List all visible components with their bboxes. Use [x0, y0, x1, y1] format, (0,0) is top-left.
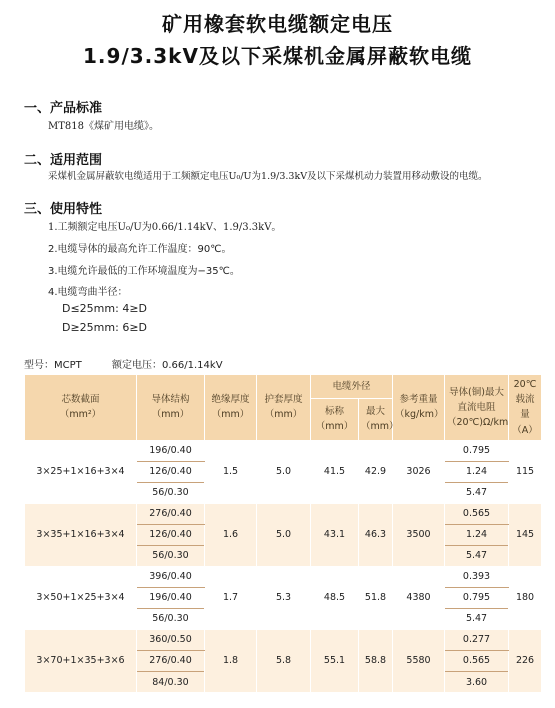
cell-current: 145	[509, 503, 542, 566]
cell-weight: 5580	[393, 629, 445, 692]
cell-insulation: 1.5	[205, 440, 257, 503]
cell-insulation: 1.7	[205, 566, 257, 629]
cell-max: 51.8	[359, 566, 393, 629]
rated-voltage-label: 额定电压：0.66/1.14kV	[112, 360, 223, 371]
cell-nominal: 41.5	[311, 440, 359, 503]
cell-resistance: 5.47	[445, 608, 509, 629]
cell-sheath: 5.3	[257, 566, 311, 629]
cell-structure: 126/0.40	[137, 461, 205, 482]
cell-resistance: 0.565	[445, 503, 509, 524]
cable-spec-table	[24, 374, 542, 693]
feature-item-2: 2.电缆导体的最高允许工作温度：90℃。	[48, 244, 232, 255]
cell-nominal: 55.1	[311, 629, 359, 692]
cell-max: 58.8	[359, 629, 393, 692]
model-label: 型号：MCPT	[24, 360, 82, 371]
cell-sheath: 5.0	[257, 503, 311, 566]
cell-structure: 56/0.30	[137, 608, 205, 629]
feature-item-1: 1.工频额定电压U₀/U为0.66/1.14kV、1.9/3.3kV。	[48, 222, 282, 233]
feature-item-3: 3.电缆允许最低的工作环境温度为−35℃。	[48, 266, 240, 277]
cell-weight: 3500	[393, 503, 445, 566]
cell-structure: 276/0.40	[137, 503, 205, 524]
table-row	[25, 440, 542, 461]
cell-structure: 396/0.40	[137, 566, 205, 587]
cell-weight: 4380	[393, 566, 445, 629]
section-scope-text: 采煤机金属屏蔽软电缆适用于工频额定电压U₀/U为1.9/3.3kV及以下采煤机动力装置用移动敷设的电缆。	[48, 171, 488, 182]
table-row	[25, 629, 542, 650]
cell-insulation: 1.8	[205, 629, 257, 692]
header-max: 最大 （mm）	[359, 398, 393, 440]
section-standard-text: MT818《煤矿用电缆》。	[48, 121, 159, 132]
section-features-heading: 三、使用特性	[24, 202, 103, 217]
section-scope-heading: 二、适用范围	[24, 153, 103, 168]
cell-resistance: 0.393	[445, 566, 509, 587]
cell-insulation: 1.6	[205, 503, 257, 566]
cell-resistance: 1.24	[445, 524, 509, 545]
header-section: 芯数截面 （mm²）	[25, 375, 137, 441]
cell-section: 3×35+1×16+3×4	[25, 503, 137, 566]
header-nominal: 标称 （mm）	[311, 398, 359, 440]
cell-nominal: 43.1	[311, 503, 359, 566]
cell-structure: 56/0.30	[137, 482, 205, 503]
cell-structure: 360/0.50	[137, 629, 205, 650]
document-title-line1: 矿用橡套软电缆额定电压	[162, 12, 393, 36]
cell-max: 46.3	[359, 503, 393, 566]
section-standard-heading: 一、产品标准	[24, 101, 103, 116]
document-title-line2: 1.9/3.3kV及以下采煤机金属屏蔽软电缆	[83, 44, 472, 68]
cell-current: 180	[509, 566, 542, 629]
cell-resistance: 0.565	[445, 650, 509, 671]
cell-resistance: 5.47	[445, 545, 509, 566]
cell-resistance: 0.277	[445, 629, 509, 650]
cell-current: 226	[509, 629, 542, 692]
cell-section: 3×50+1×25+3×4	[25, 566, 137, 629]
header-structure: 导体结构 （mm）	[137, 375, 205, 441]
table-row	[25, 566, 542, 587]
cell-resistance: 0.795	[445, 440, 509, 461]
cell-max: 42.9	[359, 440, 393, 503]
bend-radius-small: D≤25mm: 4≥D	[62, 302, 148, 315]
cell-structure: 84/0.30	[137, 671, 205, 692]
cell-sheath: 5.8	[257, 629, 311, 692]
cell-nominal: 48.5	[311, 566, 359, 629]
table-row	[25, 503, 542, 524]
cell-structure: 126/0.40	[137, 524, 205, 545]
cell-resistance: 5.47	[445, 482, 509, 503]
header-resistance: 导体(铜)最大 直流电阻 （20℃)Ω/km	[445, 375, 509, 441]
header-sheath: 护套厚度 （mm）	[257, 375, 311, 441]
cell-section: 3×70+1×35+3×6	[25, 629, 137, 692]
table-body	[25, 440, 542, 692]
header-current: 20℃ 载流量 （A）	[509, 375, 542, 441]
cell-sheath: 5.0	[257, 440, 311, 503]
cell-structure: 196/0.40	[137, 440, 205, 461]
cell-structure: 56/0.30	[137, 545, 205, 566]
feature-item-4: 4.电缆弯曲半径：	[48, 287, 128, 298]
cell-structure: 196/0.40	[137, 587, 205, 608]
cell-weight: 3026	[393, 440, 445, 503]
cell-section: 3×25+1×16+3×4	[25, 440, 137, 503]
cell-resistance: 3.60	[445, 671, 509, 692]
cell-current: 115	[509, 440, 542, 503]
bend-radius-large: D≥25mm: 6≥D	[62, 321, 148, 334]
header-insulation: 绝缘厚度 （mm）	[205, 375, 257, 441]
cell-resistance: 0.795	[445, 587, 509, 608]
header-weight: 参考重量 （kg/km）	[393, 375, 445, 441]
header-outer-diameter: 电缆外径	[311, 375, 393, 399]
cell-resistance: 1.24	[445, 461, 509, 482]
cell-structure: 276/0.40	[137, 650, 205, 671]
